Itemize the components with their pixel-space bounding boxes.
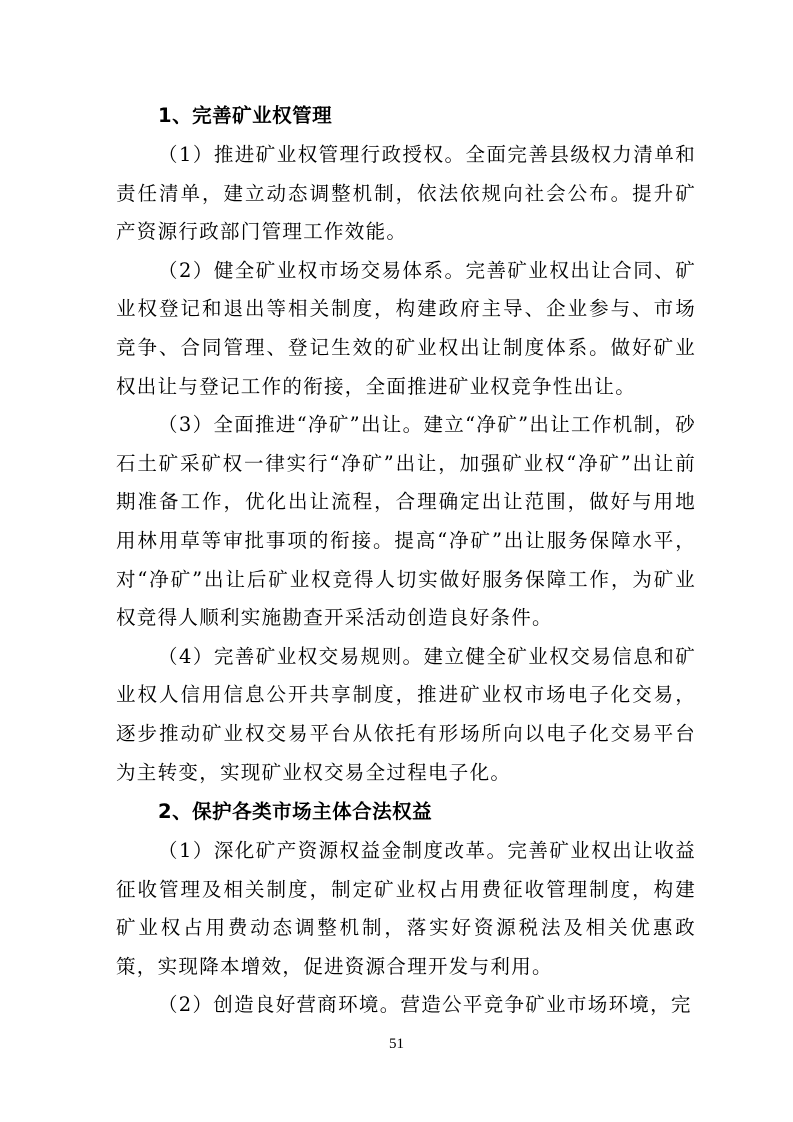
paragraph-1-3: （3）全面推进“净矿”出让。建立“净矿”出让工作机制，砂石土矿采矿权一律实行“净矿”出让，加强矿业权“净矿”出让前期准备工作，优化出让流程，合理确定出让范围，做好与用地用林用草等审批事项的衔接。提高“净矿”出让服务保障水平，对“净矿”出让后矿业权竞得人切实做好服务保障工作，为矿业权竞得人顺利实施勘查开采活动创造良好条件。 [116, 413, 696, 630]
paragraph-2-1: （1）深化矿产资源权益金制度改革。完善矿业权出让收益征收管理及相关制度，制定矿业权占用费征收管理制度，构建矿业权占用费动态调整机制，落实好资源税法及相关优惠政策，实现降本增效，促进资源合理开发与利用。 [116, 839, 696, 978]
document-body [116, 96, 696, 1025]
paragraph-1-4: （4）完善矿业权交易规则。建立健全矿业权交易信息和矿业权人信用信息公开共享制度，推进矿业权市场电子化交易，逐步推动矿业权交易平台从依托有形场所向以电子化交易平台为主转变，实现矿业权交易全过程电子化。 [116, 644, 696, 784]
paragraph-2-2: （2）创造良好营商环境。营造公平竞争矿业市场环境，完 [158, 993, 692, 1017]
section-heading-1: 1、完善矿业权管理 [158, 104, 333, 127]
page-number: 51 [389, 1036, 404, 1052]
paragraph-1-1: （1）推进矿业权管理行政授权。全面完善县级权力清单和责任清单，建立动态调整机制，依法依规向社会公布。提升矿产资源行政部门管理工作效能。 [116, 143, 696, 244]
paragraph-1-2: （2）健全矿业权市场交易体系。完善矿业权出让合同、矿业权登记和退出等相关制度，构建政府主导、企业参与、市场竞争、合同管理、登记生效的矿业权出让制度体系。做好矿业权出让与登记工作的衔接，全面推进矿业权竞争性出让。 [116, 258, 696, 398]
section-heading-2: 2、保护各类市场主体合法权益 [158, 800, 433, 824]
